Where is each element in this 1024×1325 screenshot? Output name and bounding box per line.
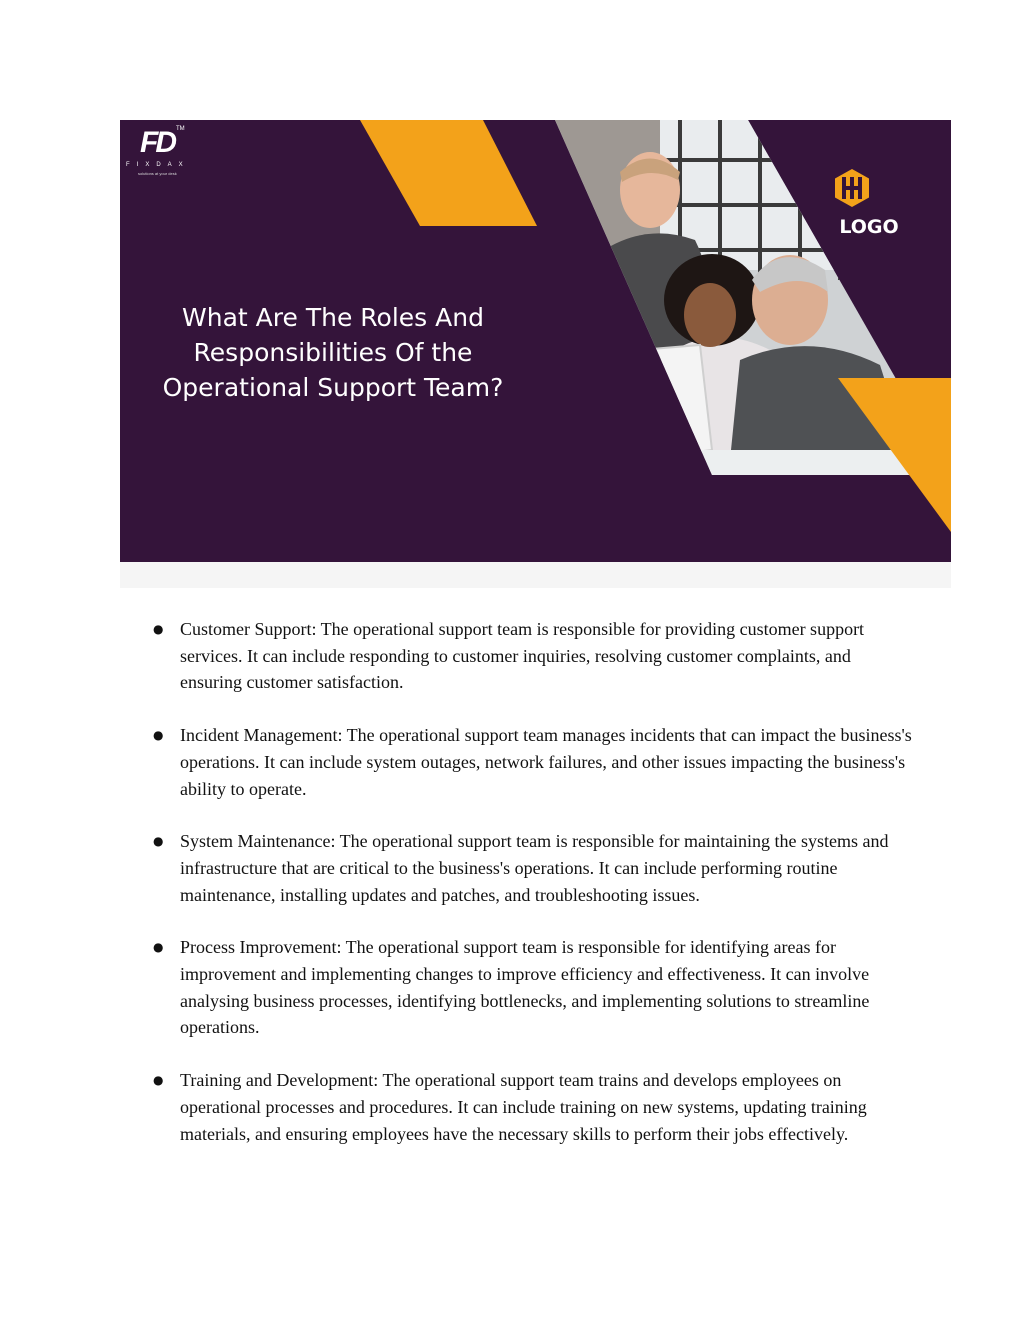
bullet-icon: ● (153, 622, 164, 636)
list-item (140, 722, 915, 802)
brand-tagline: solutions at your desk (138, 171, 177, 176)
brand-trademark: TM (176, 126, 185, 132)
list-item-text: Customer Support: The operational support team is responsible for providing customer support services. It can include responding to customer inquiries, resolving customer complaints, and ensuring customer satisfaction. (180, 619, 865, 693)
banner-title (138, 300, 528, 405)
list-item-text: Process Improvement: The operational support team is responsible for identifying areas for improvement and implementing changes to improve efficiency and effectiveness. It can involve analysing business processes, identifying bottlenecks, and implementing solutions to streamline operations. (180, 937, 870, 1038)
corner-logo-label: LOGO (839, 216, 899, 238)
banner-title-line-3: Operational Support Team? (162, 373, 504, 402)
list-item (140, 616, 915, 696)
list-item (140, 934, 915, 1041)
banner-image (120, 120, 951, 562)
hexagon-logo-icon (832, 168, 872, 208)
brand-mark: FD (140, 126, 174, 159)
banner-frame (120, 120, 951, 588)
banner-title-line-2: Responsibilities Of the (193, 338, 473, 367)
list-item (140, 828, 915, 908)
bullet-icon: ● (153, 728, 164, 743)
bullet-icon: ● (153, 1073, 164, 1088)
list-item (140, 1067, 915, 1147)
roles-list (140, 616, 915, 1173)
brand-logo (124, 126, 208, 178)
list-item-text: Incident Management: The operational support team manages incidents that can impact the business's operations. It can include system outages, network failures, and other issues impacting the business's ability to operate. (180, 725, 912, 799)
brand-name: FIXDAX (126, 162, 190, 168)
list-item-text: Training and Development: The operational support team trains and develops employees on operational processes and procedures. It can include training on new systems, updating training materials, and ensuring employees have the necessary skills to perform their jobs effectively. (180, 1070, 867, 1144)
list-item-text: System Maintenance: The operational support team is responsible for maintaining the systems and infrastructure that are critical to the business's operations. It can include performing routine maintenance, installing updates and patches, and troubleshooting issues. (180, 831, 889, 905)
bullet-icon: ● (153, 940, 164, 955)
banner-title-line-1: What Are The Roles And (182, 303, 484, 332)
bullet-icon: ● (153, 834, 164, 849)
corner-logo (832, 168, 906, 240)
